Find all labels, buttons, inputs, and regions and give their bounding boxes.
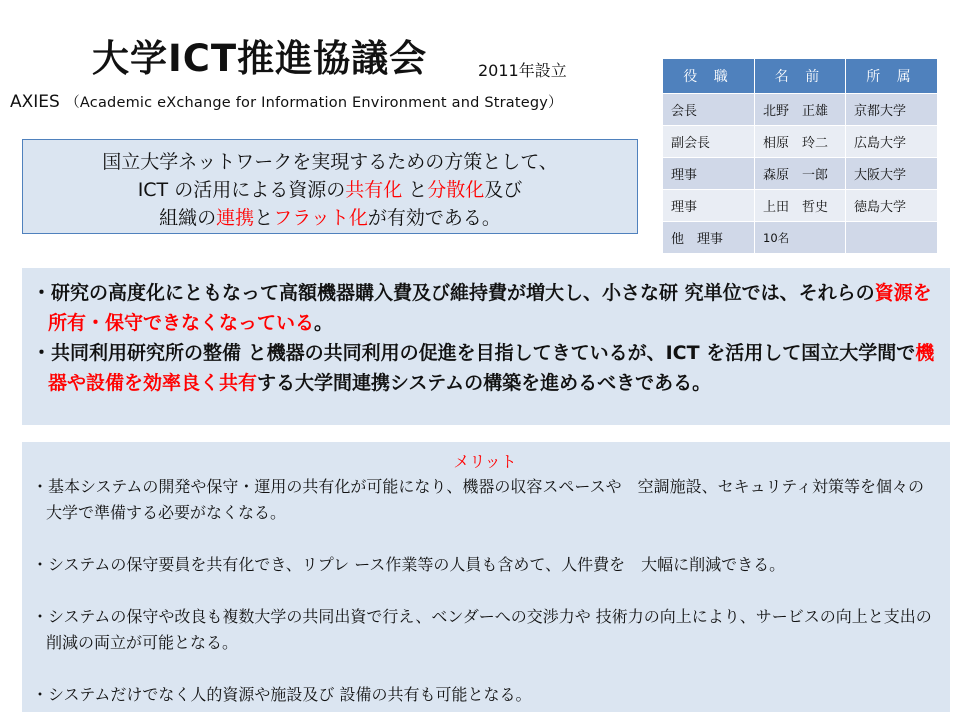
organization-name	[10, 91, 563, 112]
merit-item: ・システムの保守要員を共有化でき、リプレ ース作業等の人員も含めて、人件費を 大幅に削減できる。	[32, 555, 786, 574]
background-item	[32, 338, 938, 398]
cell-position: 副会長	[663, 126, 755, 158]
cell-affiliation: 大阪大学	[846, 158, 938, 190]
column-header-position: 役 職	[663, 59, 755, 94]
statement-line-2	[23, 176, 637, 204]
table-row	[663, 222, 938, 254]
background-text: 。	[314, 312, 334, 334]
table-row	[663, 94, 938, 126]
highlight-distribution: 分散化	[427, 179, 485, 201]
statement-text: と	[254, 207, 274, 229]
acronym: AXIES	[10, 92, 60, 112]
background-highlight: 機器や設備を効率良く共有	[48, 342, 935, 394]
merit-item: ・基本システムの開発や保守・運用の共有化が可能になり、機器の収容スペースや 空調施設、セキュリティ対策等を個々の大学で準備する必要がなくなる。	[32, 477, 925, 522]
column-header-affiliation: 所 属	[846, 59, 938, 94]
cell-position: 他 理事	[663, 222, 755, 254]
statement-text: 組織の	[159, 207, 217, 229]
cell-position: 理事	[663, 190, 755, 222]
background-text: ・研究の高度化にともなって高額機器購入費及び維持費が増大し、小さな研 究単位では、それらの	[32, 282, 875, 304]
background-box	[22, 268, 950, 425]
table-row	[663, 126, 938, 158]
merit-item: ・システムだけでなく人的資源や施設及び 設備の共有も可能となる。	[32, 685, 532, 704]
table-header-row	[663, 59, 938, 94]
highlight-flattening: フラット化	[273, 207, 368, 229]
page-title: 大学ICT推進協議会	[92, 37, 428, 80]
mission-statement	[22, 139, 638, 234]
highlight-sharing: 共有化	[345, 179, 403, 201]
statement-line-3	[23, 204, 637, 232]
merits-heading: メリット	[453, 452, 517, 471]
table-row	[663, 190, 938, 222]
cell-name: 上田 哲史	[755, 190, 846, 222]
cell-name: 相原 玲二	[755, 126, 846, 158]
background-text: ・共同利用研究所の整備 と機器の共同利用の促進を目指してきているが、ICT を活用して国立大学間で	[32, 342, 916, 364]
highlight-cooperation: 連携	[216, 207, 255, 229]
statement-text: と	[402, 179, 428, 201]
statement-text: 及び	[484, 179, 523, 201]
merit-item: ・システムの保守や改良も複数大学の共同出資で行え、ベンダーへの交渉力や 技術力の向上により、サービスの向上と支出の削減の両立が可能となる。	[32, 607, 932, 652]
background-highlight: 資源を所有・保守できなくなっている	[48, 282, 932, 334]
officers-table	[662, 58, 938, 254]
founded-year: 2011年設立	[478, 61, 567, 80]
cell-name: 森原 一郎	[755, 158, 846, 190]
cell-affiliation	[846, 222, 938, 254]
cell-name: 10名	[755, 222, 846, 254]
statement-text: ICT の活用による資源の	[137, 179, 346, 201]
full-name: （Academic eXchange for Information Environment and Strategy）	[65, 95, 563, 111]
cell-affiliation: 京都大学	[846, 94, 938, 126]
cell-affiliation: 広島大学	[846, 126, 938, 158]
cell-position: 理事	[663, 158, 755, 190]
statement-text: が有効である。	[367, 207, 501, 229]
background-item	[32, 278, 938, 338]
cell-name: 北野 正雄	[755, 94, 846, 126]
background-text: する大学間連携システムの構築を進めるべきである。	[257, 372, 712, 394]
merits-box	[22, 442, 950, 712]
table-row	[663, 158, 938, 190]
cell-affiliation: 徳島大学	[846, 190, 938, 222]
cell-position: 会長	[663, 94, 755, 126]
statement-line-1: 国立大学ネットワークを実現するための方策として、	[102, 151, 558, 173]
column-header-name: 名 前	[755, 59, 846, 94]
